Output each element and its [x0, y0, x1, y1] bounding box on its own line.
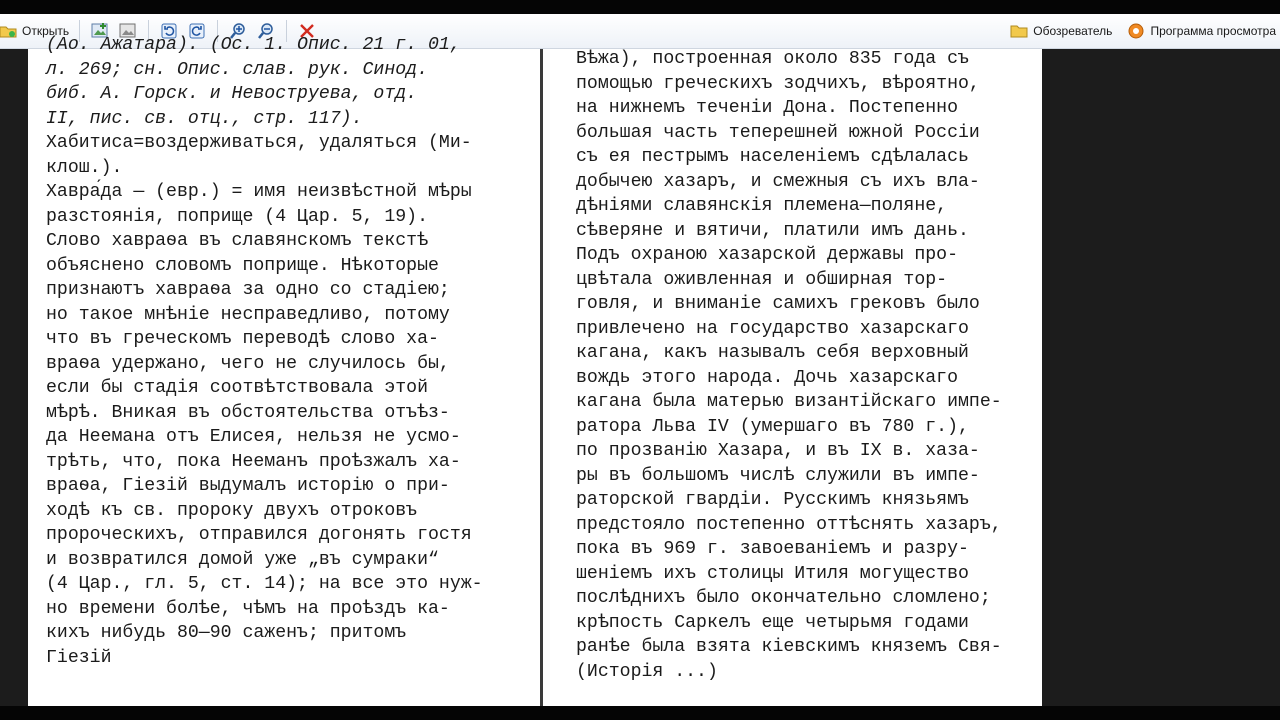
- text-line: Вѣжа), построенная около 835 года съ: [576, 49, 969, 69]
- text-line: добычею хазаръ, и смежныя съ ихъ вла-: [576, 171, 980, 192]
- text-line: л. 269; сн. Опис. слав. рук. Синод.: [46, 59, 428, 80]
- text-line: по прозванію Хазара, и въ IX в. хаза-: [576, 441, 980, 461]
- text-line: кихъ нибудь 80—90 саженъ; притомъ: [46, 623, 407, 643]
- text-line: большая часть теперешней южной Россіи: [576, 122, 980, 143]
- text-line: съ ея пестрымъ населеніемъ сдѣлалась: [576, 147, 969, 167]
- text-line: сѣверяне и вятичи, платили имъ дань.: [576, 220, 969, 241]
- text-line: Хавра́да — (евр.) = имя неизвѣстной мѣры: [46, 182, 472, 202]
- text-line: мѣрѣ. Вникая въ обстоятельства отъѣз-: [46, 402, 450, 423]
- explorer-button[interactable]: [1005, 19, 1116, 43]
- text-line: объяснено словомъ поприще. Нѣкоторые: [46, 255, 439, 276]
- explorer-label: Обозреватель: [1033, 24, 1113, 38]
- text-line: шеніемъ ихъ столицы Итиля могущество: [576, 563, 969, 584]
- text-line: ходѣ къ св. пророку двухъ отроковъ: [46, 500, 418, 521]
- text-line: Слово хавраѳа въ славянскомъ текстѣ: [46, 231, 428, 251]
- text-line: но времени болѣе, чѣмъ на проѣздъ ка-: [46, 598, 450, 619]
- text-line: кагана, какъ называлъ себя верховный: [576, 343, 969, 363]
- text-line: на нижнемъ теченіи Дона. Постепенно: [576, 98, 958, 118]
- text-line: предстояло постепенно оттѣснять хазаръ,: [576, 514, 1002, 535]
- text-line: трѣть, что, пока Нееманъ проѣзжалъ ха-: [46, 451, 461, 472]
- text-line: кагана была матерью византійскаго импе-: [576, 392, 1002, 412]
- text-line: клош.).: [46, 157, 123, 178]
- explorer-folder-icon: [1009, 21, 1029, 41]
- right-text-column: [576, 47, 1002, 684]
- text-line: да Неемана отъ Елисея, нельзя не усмо-: [46, 427, 461, 447]
- open-folder-icon: [0, 21, 18, 41]
- window-top-edge: [0, 0, 1280, 14]
- text-line: и возвратился домой уже „въ сумраки“: [46, 549, 439, 570]
- text-line: цвѣтала оживленная и обширная тор-: [576, 269, 948, 290]
- text-line: привлечено на государство хазарскаго: [576, 318, 969, 339]
- viewer-program-icon: [1126, 21, 1146, 41]
- text-line: ры въ большомъ числѣ служили въ импе-: [576, 465, 980, 486]
- toolbar-right-group: [1005, 14, 1280, 48]
- text-line: ранѣе была взята кіевскимъ княземъ Свя-: [576, 637, 1002, 657]
- window-bottom-edge: [0, 706, 1280, 720]
- viewer-program-button[interactable]: [1122, 19, 1280, 43]
- text-line: (4 Цар., гл. 5, ст. 14); на все это нуж-: [46, 574, 483, 594]
- text-line: что въ греческомъ переводѣ слово ха-: [46, 329, 439, 349]
- text-line: враѳа удержано, чего не случилось бы,: [46, 353, 450, 374]
- open-label: Открыть: [22, 24, 70, 38]
- text-line: Хабитиса=воздерживаться, удаляться (Ми-: [46, 133, 472, 153]
- text-line: Подъ охраною хазарской державы про-: [576, 245, 958, 265]
- text-line: ратора Льва IV (умершаго въ 780 г.),: [576, 416, 969, 437]
- image-viewport[interactable]: [0, 35, 1280, 706]
- text-line: помощью греческихъ зодчихъ, вѣроятно,: [576, 73, 980, 94]
- text-line: если бы стадія соотвѣтствовала этой: [46, 378, 428, 398]
- left-text-column: [46, 33, 483, 670]
- text-line: пока въ 969 г. завоеваніемъ и разру-: [576, 539, 969, 559]
- text-line: но такое мнѣніе несправедливо, потому: [46, 304, 450, 325]
- text-line: (Исторія ...): [576, 661, 718, 682]
- text-line: дѣніями славянскія племена—поляне,: [576, 196, 948, 216]
- text-line: враѳа, Гіезій выдумалъ исторію о при-: [46, 476, 450, 496]
- text-line: (Ао. Ажатара). (Ос. 1. Опис. 21 г. 01,: [46, 35, 461, 55]
- text-line: разстоянія, поприще (4 Цар. 5, 19).: [46, 206, 428, 227]
- text-line: Гіезій: [46, 647, 112, 668]
- viewer-program-label: Программа просмотра: [1150, 24, 1276, 38]
- text-line: раторской гвардіи. Русскимъ князьямъ: [576, 490, 969, 510]
- scanned-dictionary-page: [28, 35, 1042, 706]
- text-line: II, пис. св. отц., стр. 117).: [46, 108, 363, 129]
- text-line: крѣпость Саркелъ еще четырьмя годами: [576, 612, 969, 633]
- text-line: говля, и вниманіе самихъ грековъ было: [576, 294, 980, 314]
- text-line: вождь этого народа. Дочь хазарскаго: [576, 367, 958, 388]
- text-line: биб. А. Горск. и Невоструева, отд.: [46, 84, 418, 104]
- text-line: послѣднихъ было окончательно сломлено;: [576, 588, 991, 608]
- text-line: признаютъ хавраѳа за одно со стадіею;: [46, 280, 450, 300]
- column-divider: [540, 49, 543, 706]
- text-line: пророческихъ, отправился догонять гостя: [46, 525, 472, 545]
